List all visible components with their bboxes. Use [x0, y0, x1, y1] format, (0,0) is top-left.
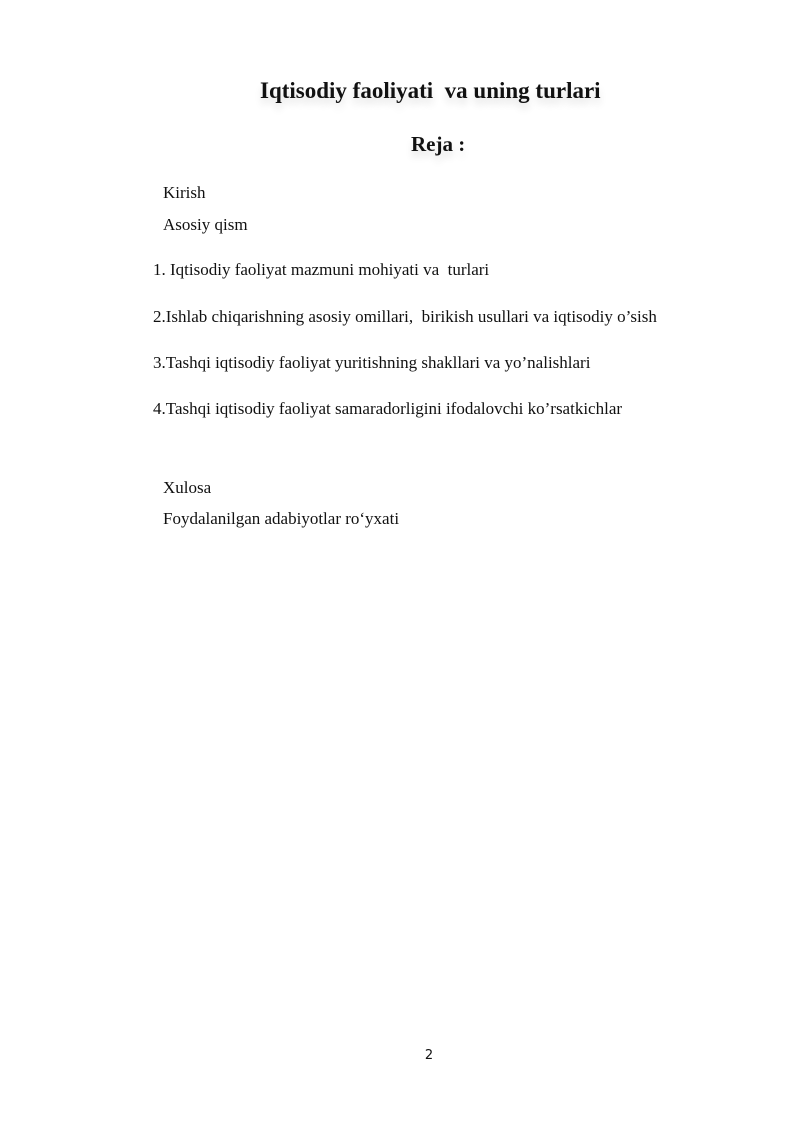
plan-item-4: 4.Tashqi iqtisodiy faoliyat samaradorligini ifodalovchi ko’rsatkichlar	[153, 399, 623, 418]
plan-item-1: 1. Iqtisodiy faoliyat mazmuni mohiyati va turlari	[153, 260, 490, 279]
plan-main-part: Asosiy qism	[163, 215, 248, 234]
plan-conclusion: Xulosa	[163, 478, 212, 497]
plan-heading: Reja :	[411, 132, 466, 156]
plan-references: Foydalanilgan adabiyotlar ro‘yxati	[163, 509, 400, 528]
plan-intro: Kirish	[163, 183, 206, 202]
page-number: 2	[424, 1048, 434, 1063]
plan-item-2: 2.Ishlab chiqarishning asosiy omillari, birikish usullari va iqtisodiy o’sish	[153, 307, 657, 326]
document-title: Iqtisodiy faoliyati va uning turlari	[260, 78, 601, 103]
plan-item-3: 3.Tashqi iqtisodiy faoliyat yuritishning shakllari va yo’nalishlari	[153, 353, 591, 372]
document-title-container	[0, 74, 800, 176]
